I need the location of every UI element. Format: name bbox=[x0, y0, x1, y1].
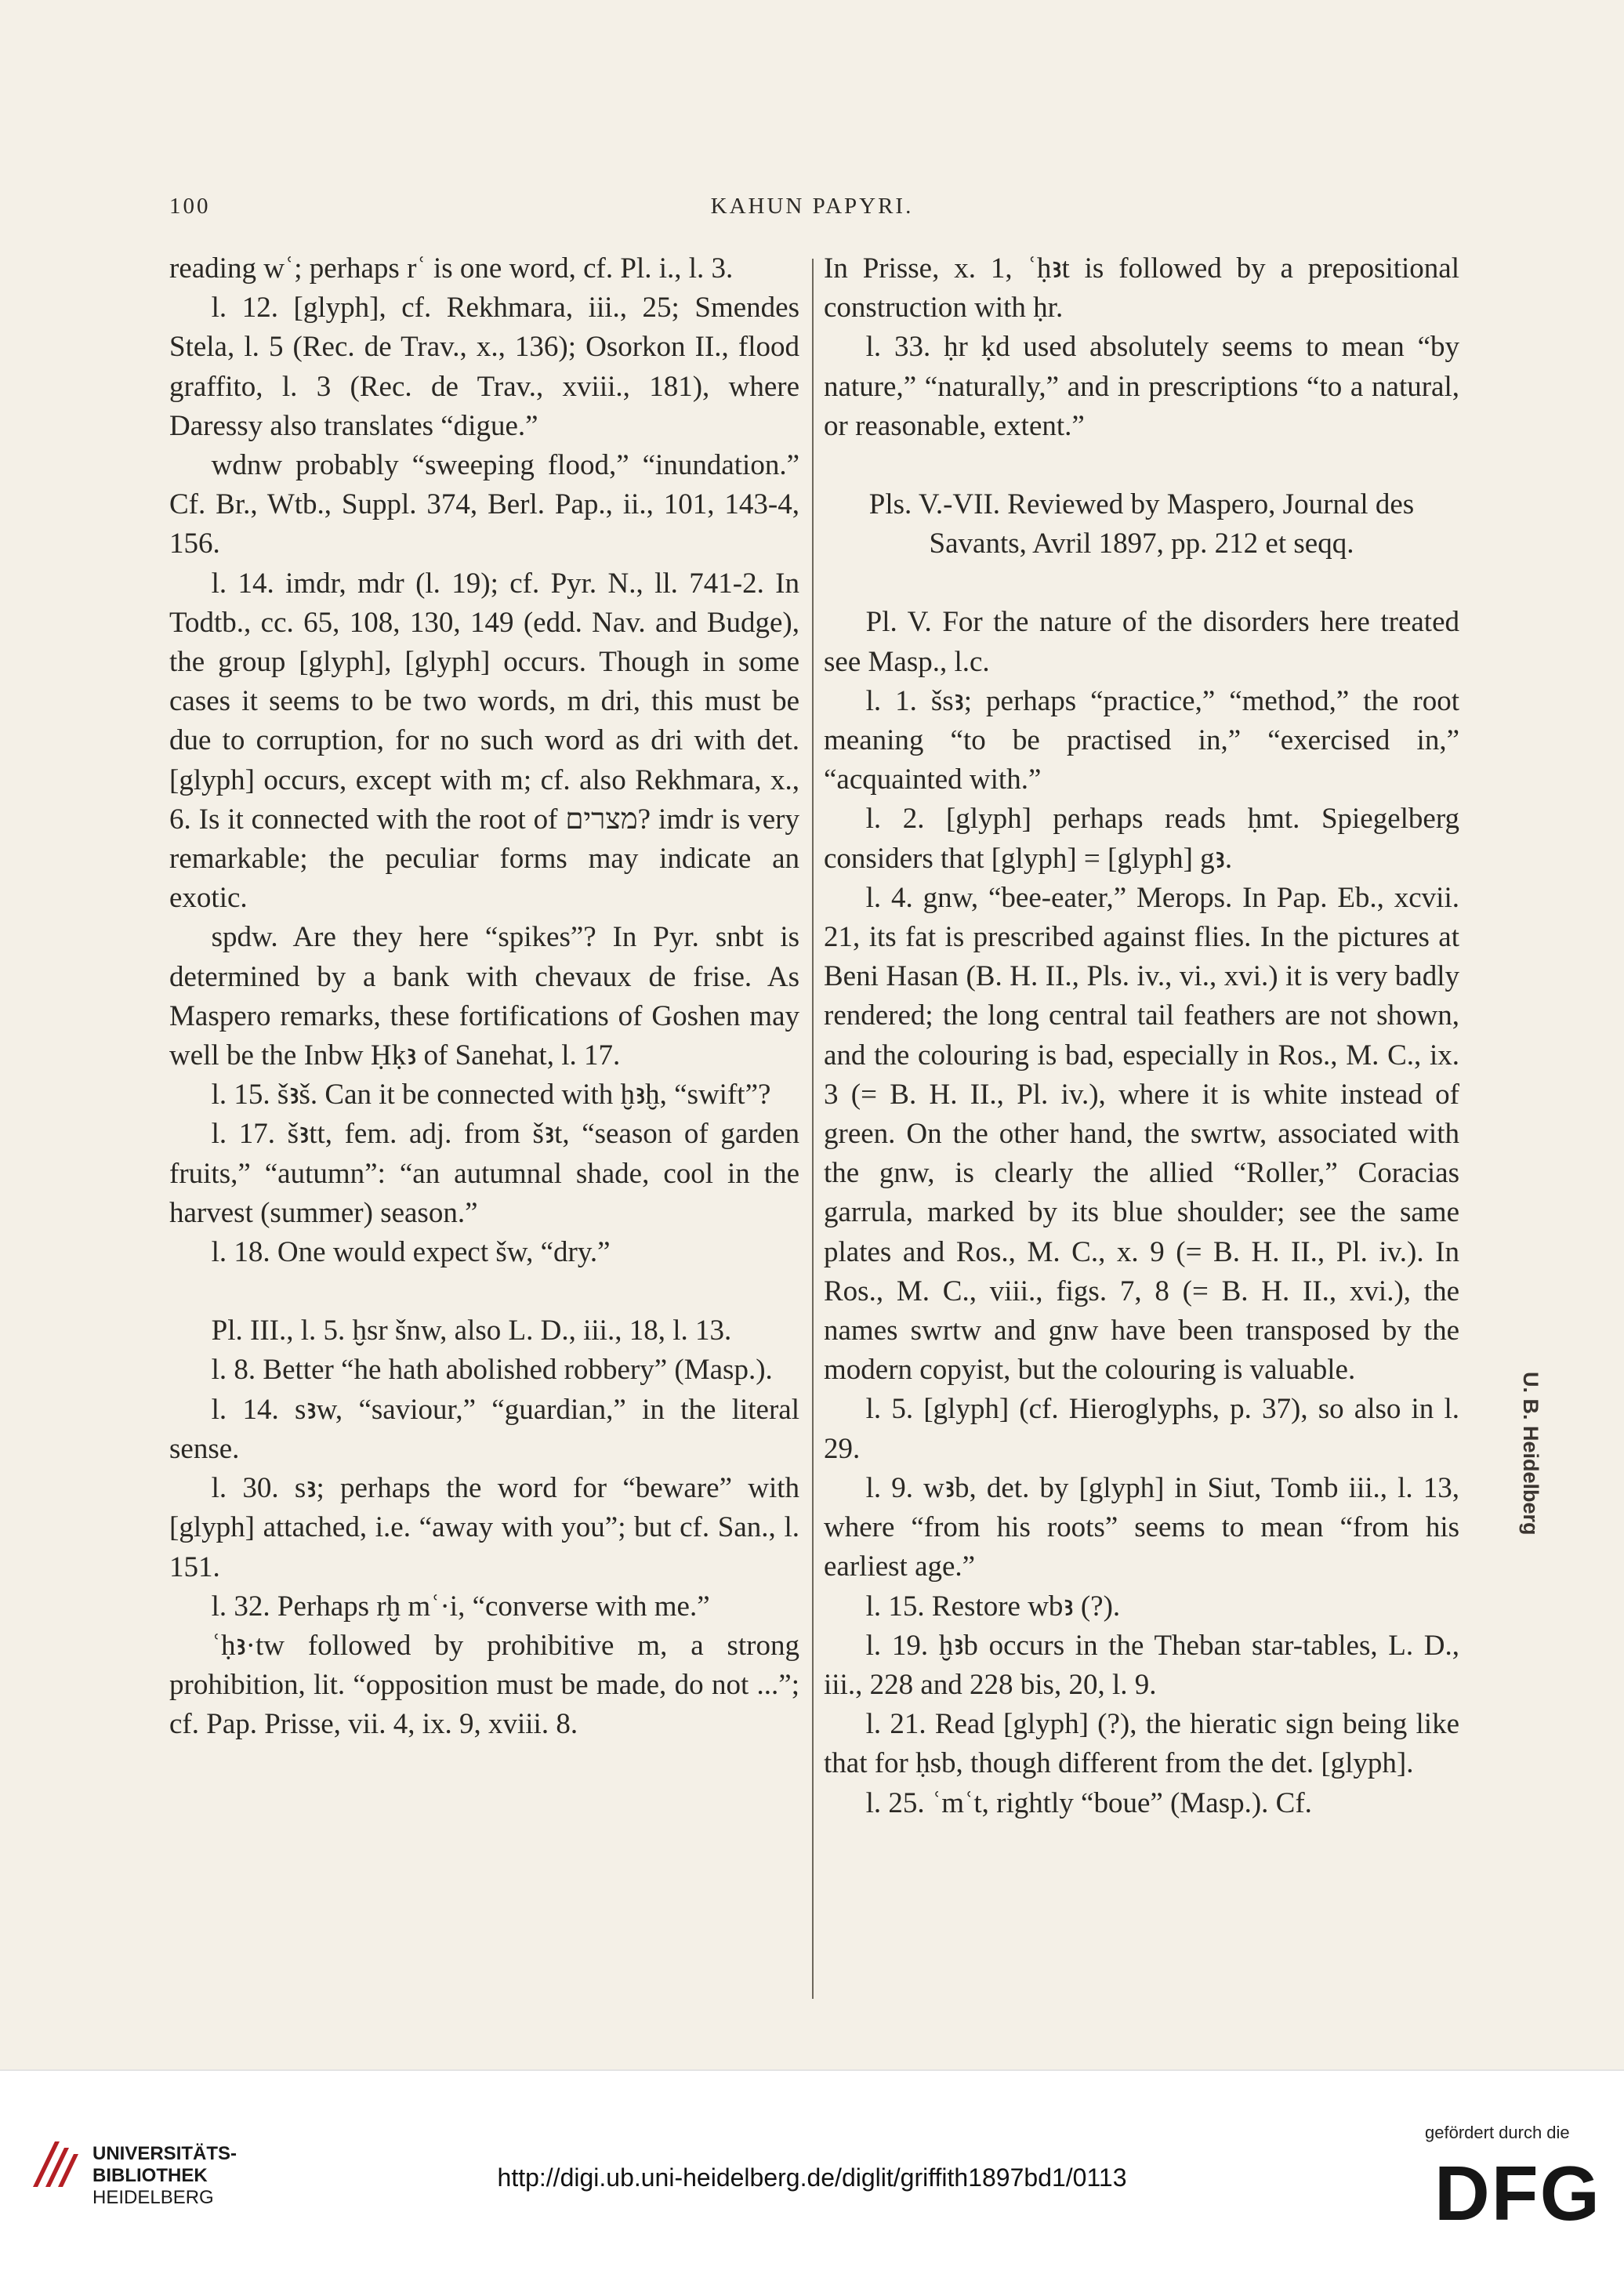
paragraph: l. 15. šꜣš. Can it be connected with ḫꜣḫ, “swift”? bbox=[211, 1079, 771, 1111]
paragraph: l. 14. sꜣw, “saviour,” “guardian,” in the literal sense. bbox=[169, 1393, 799, 1465]
paragraph: l. 2. [glyph] perhaps reads ḥmt. Spiegelberg considers that [glyph] = [glyph] gꜣ. bbox=[824, 803, 1459, 875]
paragraph: l. 8. Better “he hath abolished robbery” (Masp.). bbox=[211, 1354, 773, 1387]
paragraph: l. 17. šꜣtt, fem. adj. from šꜣt, “season of garden fruits,” “autumn”: “an autumnal shade, cool in the harvest (summer) season.” bbox=[169, 1118, 799, 1229]
section-heading: Pls. V.-VII. Reviewed by Maspero, Journal des Savants, Avril 1897, pp. 212 et seqq. bbox=[868, 488, 1415, 560]
paragraph: l. 19. ḫꜣb occurs in the Theban star-tables, L. D., iii., 228 and 228 bis, 20, l. 9. bbox=[824, 1629, 1459, 1701]
paragraph: l. 9. wꜣb, det. by [glyph] in Siut, Tomb iii., l. 13, where “from his roots” seems to mean “from his earliest age.” bbox=[824, 1471, 1459, 1583]
paragraph: l. 18. One would expect šw, “dry.” bbox=[211, 1236, 611, 1269]
library-name-line: UNIVERSITÄTS- bbox=[92, 2143, 237, 2164]
right-column bbox=[824, 249, 1459, 1823]
paragraph: l. 1. šsꜣ; perhaps “practice,” “method,” the root meaning “to be practised in,” “exercised in,” “acquainted with.” bbox=[824, 684, 1459, 796]
paragraph: Pl. III., l. 5. ḫsr šnw, also L. D., iii., 18, l. 13. bbox=[211, 1315, 732, 1347]
library-name-line: HEIDELBERG bbox=[92, 2187, 214, 2208]
permalink[interactable]: http://digi.ub.uni-heidelberg.de/diglit/griffith1897bd1/0113 bbox=[497, 2163, 1127, 2192]
page-number: 100 bbox=[169, 194, 211, 219]
library-name-line: BIBLIOTHEK bbox=[92, 2165, 208, 2186]
library-stamp: U. B. Heidelberg bbox=[1519, 1372, 1542, 1536]
paragraph: l. 33. ḥr ḳd used absolutely seems to mean “by nature,” “naturally,” and in prescriptions “to a natural, or reasonable, extent.” bbox=[824, 331, 1459, 442]
paragraph: l. 15. Restore wbꜣ (?). bbox=[865, 1590, 1121, 1623]
dfg-logo: DFG bbox=[1434, 2150, 1601, 2236]
paragraph: l. 14. imdr, mdr (l. 19); cf. Pyr. N., ll. 741-2. In Todtb., cc. 65, 108, 130, 149 (edd. Nav. and Budge), the group [glyph], [glyph] occurs. Though in some cases it seems to be two words, m dri, this must be due to corruption, for no such word as dri with det. [glyph] occurs, except with m; cf. also Rekhmara, x., 6. Is it connected with the root of מצרים? imdr is very remarkable; the peculiar forms may indicate an exotic. bbox=[169, 567, 799, 915]
paragraph: l. 32. Perhaps rḫ mʿ·i, “converse with me.” bbox=[211, 1590, 710, 1623]
running-title: KAHUN PAPYRI. bbox=[710, 194, 914, 219]
paragraph: Pl. V. For the nature of the disorders here treated see Masp., l.c. bbox=[824, 606, 1459, 678]
paragraph: reading wʿ; perhaps rʿ is one word, cf. Pl. i., l. 3. bbox=[169, 252, 734, 285]
paragraph: wdnw probably “sweeping flood,” “inundation.” Cf. Br., Wtb., Suppl. 374, Berl. Pap., ii., 101, 143-4, 156. bbox=[169, 449, 799, 560]
paragraph: l. 4. gnw, “bee-eater,” Merops. In Pap. Eb., xcvii. 21, its fat is prescribed against flies. In the pictures at Beni Hasan (B. H. II., Pls. iv., vi., xvi.) it is very badly rendered; the long central tail feathers are not shown, and the colouring is bad, especially in Ros., M. C., ix. 3 (= B. H. II., Pl. iv.), where it is white instead of green. On the other hand, the swrtw, associated with the gnw, is clearly the allied “Roller,” Coracias garrula, marked by its blue shoulder; see the same plates and Ros., M. C., x. 9 (= B. H. II., Pl. iv.). In Ros., M. C., viii., figs. 7, 8 (= B. H. II., xvi.), the names swrtw and gnw have been transposed by the modern copyist, but the colouring is valuable. bbox=[824, 881, 1459, 1387]
paragraph: In Prisse, x. 1, ʿḥꜣt is followed by a prepositional construction with ḥr. bbox=[824, 252, 1459, 325]
left-column bbox=[169, 249, 799, 1745]
paragraph: l. 5. [glyph] (cf. Hieroglyphs, p. 37), so also in l. 29. bbox=[824, 1393, 1459, 1465]
paragraph: l. 30. sꜣ; perhaps the word for “beware” with [glyph] attached, i.e. “away with you”; but cf. San., l. 151. bbox=[169, 1472, 799, 1583]
digitization-footer bbox=[0, 2069, 1624, 2281]
paragraph: l. 12. [glyph], cf. Rekhmara, iii., 25; Smendes Stela, l. 5 (Rec. de Trav., x., 136); Osorkon II., flood graffito, l. 3 (Rec. de Trav., xviii., 181), where Daressy also translates “digue.” bbox=[169, 292, 799, 442]
paragraph: l. 21. Read [glyph] (?), the hieratic sign being like that for ḥsb, though different from the det. [glyph]. bbox=[824, 1708, 1459, 1780]
paragraph: spdw. Are they here “spikes”? In Pyr. snbt is determined by a bank with chevaux de frise. As Maspero remarks, these fortifications of Goshen may well be the Inbw Ḥḳꜣ of Sanehat, l. 17. bbox=[169, 921, 799, 1072]
funding-caption: gefördert durch die bbox=[1425, 2123, 1570, 2142]
column-divider bbox=[812, 259, 814, 1999]
paragraph: l. 25. ʿmʿt, rightly “boue” (Masp.). Cf. bbox=[865, 1786, 1312, 1819]
paragraph: ʿḥꜣ·tw followed by prohibitive m, a strong prohibition, lit. “opposition must be made, do not ...”; cf. Pap. Prisse, vii. 4, ix. 9, xviii. 8. bbox=[169, 1629, 799, 1741]
